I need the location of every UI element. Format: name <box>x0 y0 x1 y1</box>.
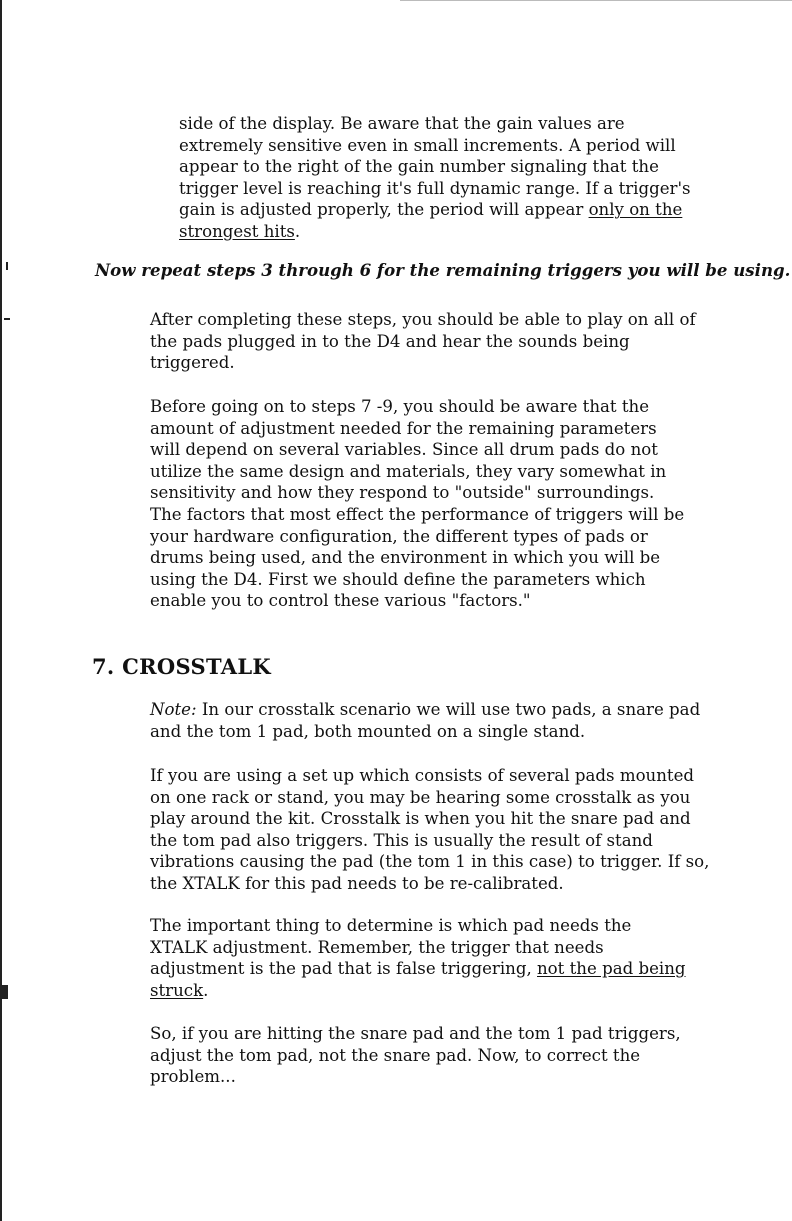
underlined-text: only on the <box>588 200 683 220</box>
scan-speck <box>2 985 8 999</box>
crosstalk-intro-paragraph <box>150 765 709 895</box>
text-line: The important thing to determine is which pad needs the <box>150 916 632 935</box>
scan-speck <box>6 262 8 270</box>
text-line: The factors that most effect the performance of triggers will be <box>150 504 685 524</box>
text-line: adjust the tom pad, not the snare pad. Now, to correct the <box>150 1045 641 1065</box>
text-line: If you are using a set up which consists of several pads mounted <box>150 766 695 785</box>
text-line <box>150 980 686 1002</box>
text-line: your hardware configuration, the different types of pads or <box>150 526 648 546</box>
text-line: appear to the right of the gain number signaling that the <box>179 157 659 177</box>
text-line: So, if you are hitting the snare pad and the tom 1 pad triggers, <box>150 1024 681 1043</box>
text-line <box>150 958 686 980</box>
text-fragment: . <box>203 980 209 1000</box>
important-paragraph <box>150 915 686 1001</box>
underlined-text: struck <box>150 980 204 1000</box>
text-line <box>179 221 691 243</box>
after-completing-paragraph <box>150 309 696 374</box>
text-line: the pads plugged in to the D4 and hear the sounds being <box>150 331 630 351</box>
text-line: the tom pad also triggers. This is usually the result of stand <box>150 830 653 850</box>
text-line: enable you to control these various "factors." <box>150 591 531 611</box>
text-line: will depend on several variables. Since all drum pads do not <box>150 440 658 460</box>
text-fragment: . <box>294 221 301 241</box>
text-fragment: In our crosstalk scenario we will use two pads, a snare pad <box>196 700 701 719</box>
underlined-text: not the pad being <box>537 959 686 979</box>
text-line <box>179 199 691 221</box>
text-line: using the D4. First we should define the parameters which <box>150 569 646 589</box>
text-line: play around the kit. Crosstalk is when you hit the snare pad and <box>150 809 691 829</box>
text-line: problem... <box>150 1067 236 1087</box>
text-line: sensitivity and how they respond to "outside" surroundings. <box>150 483 655 503</box>
section-heading: 7. CROSSTALK <box>92 654 271 679</box>
text-line: amount of adjustment needed for the remaining parameters <box>150 418 657 438</box>
text-line: the XTALK for this pad needs to be re-calibrated. <box>150 873 564 893</box>
scan-edge <box>400 0 792 1</box>
scan-edge <box>0 0 2 1221</box>
underlined-text: strongest hits <box>179 221 295 241</box>
text-fragment: adjustment is the pad that is false triggering, <box>150 959 537 979</box>
text-line: vibrations causing the pad (the tom 1 in this case) to trigger. If so, <box>150 852 710 872</box>
text-line: drums being used, and the environment in which you will be <box>150 548 661 568</box>
conclusion-paragraph <box>150 1023 681 1088</box>
repeat-instruction: Now repeat steps 3 through 6 for the remaining triggers you will be using. <box>95 260 791 280</box>
text-line: XTALK adjustment. Remember, the trigger that needs <box>150 937 604 957</box>
text-line: utilize the same design and materials, they vary somewhat in <box>150 461 667 481</box>
text-line: Before going on to steps 7 -9, you should be aware that the <box>150 397 650 416</box>
text-line: trigger level is reaching it's full dynamic range. If a trigger's <box>179 178 691 198</box>
text-line: and the tom 1 pad, both mounted on a single stand. <box>150 721 586 741</box>
text-line: After completing these steps, you should be able to play on all of <box>150 310 696 329</box>
continuation-paragraph <box>179 113 691 243</box>
note-paragraph <box>150 699 700 742</box>
before-going-on-paragraph <box>150 396 684 612</box>
note-label: Note: <box>150 700 197 719</box>
scan-speck <box>4 318 10 320</box>
text-line: on one rack or stand, you may be hearing some crosstalk as you <box>150 787 691 807</box>
text-line: extremely sensitive even in small increments. A period will <box>179 135 676 155</box>
text-line <box>150 699 700 721</box>
text-fragment: gain is adjusted properly, the period will appear <box>179 200 589 220</box>
text-line: triggered. <box>150 353 235 373</box>
text-line: side of the display. Be aware that the gain values are <box>179 114 625 133</box>
